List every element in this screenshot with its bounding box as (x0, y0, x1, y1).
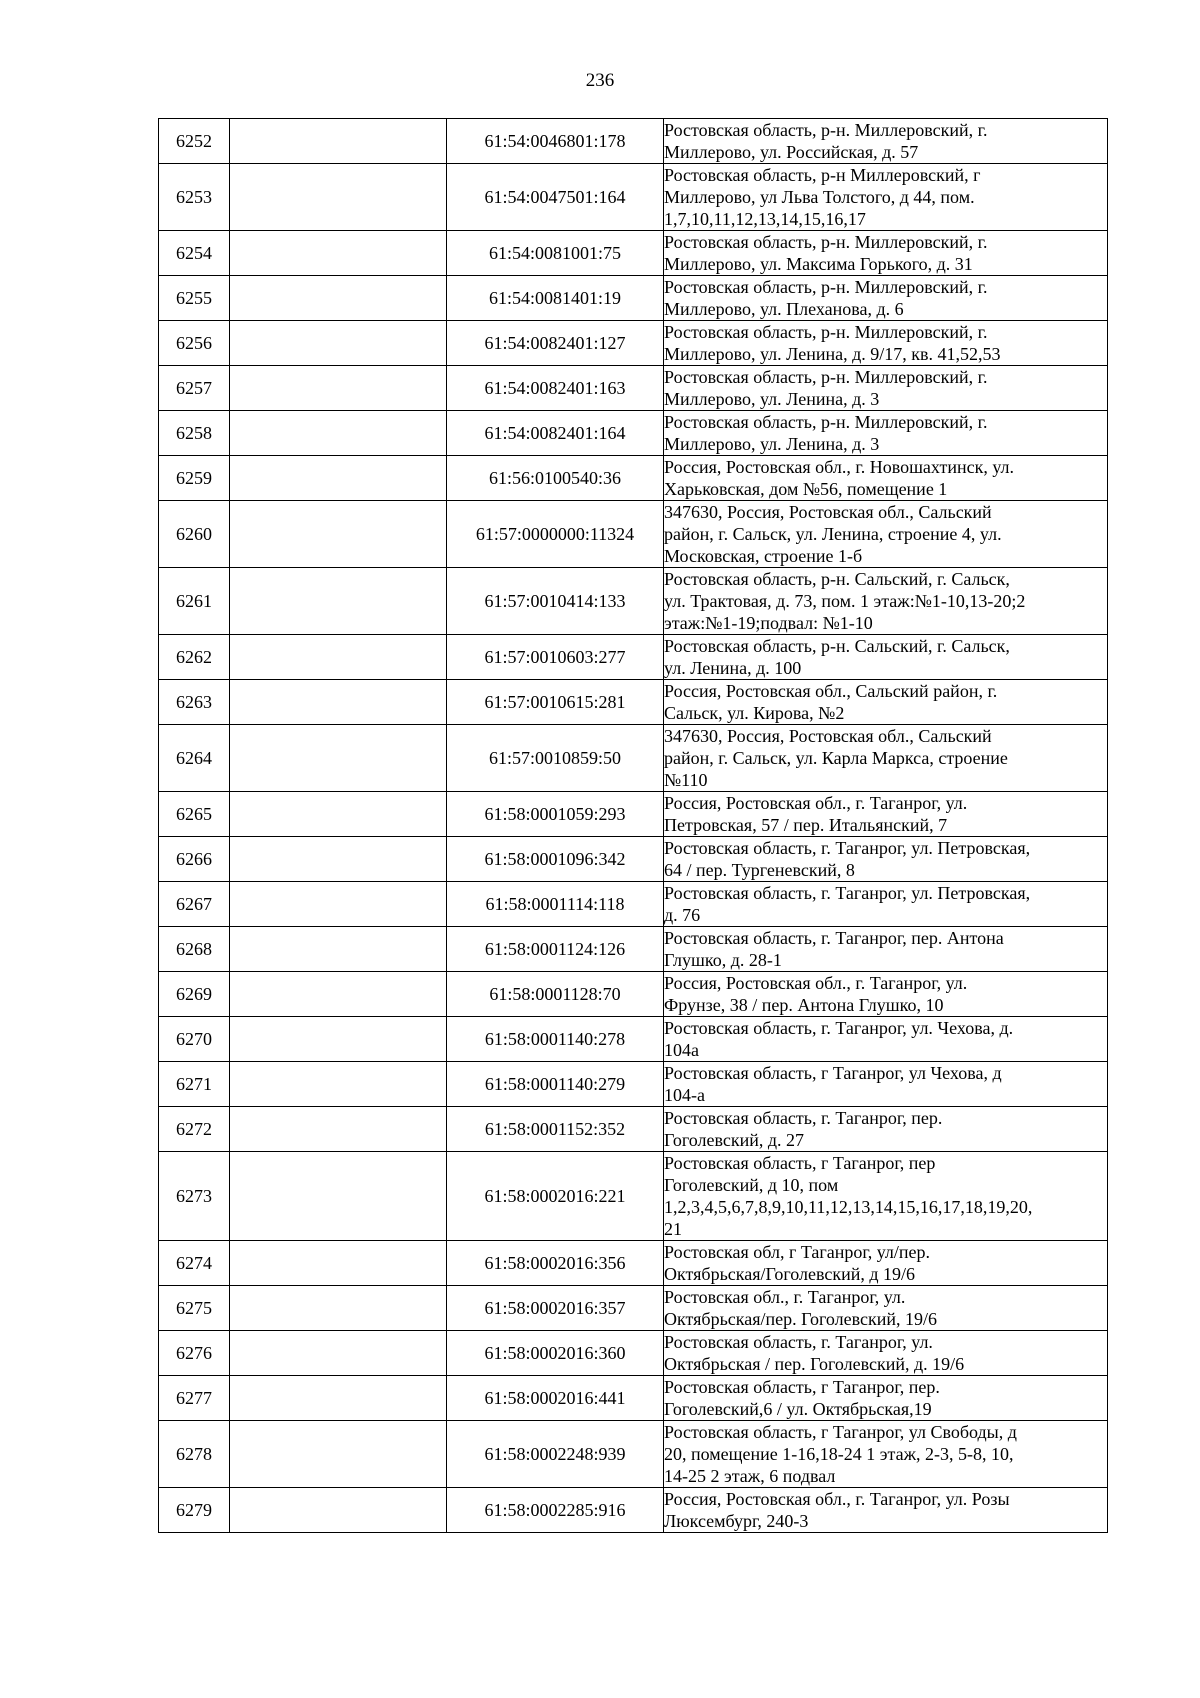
cadastral-number: 61:58:0001140:278 (447, 1017, 664, 1062)
address-line: Ростовская область, р-н. Миллеровский, г. (664, 322, 988, 342)
table-row (159, 1062, 1108, 1107)
cadastral-number: 61:58:0002016:221 (447, 1152, 664, 1241)
empty-cell (230, 1017, 447, 1062)
address-cell (664, 501, 1108, 568)
cadastral-number: 61:57:0010414:133 (447, 568, 664, 635)
cadastral-number: 61:54:0047501:164 (447, 164, 664, 231)
table-row (159, 1152, 1108, 1241)
row-number: 6261 (159, 568, 230, 635)
address-line: 21 (664, 1219, 682, 1239)
row-number: 6254 (159, 231, 230, 276)
empty-cell (230, 1286, 447, 1331)
cadastral-number: 61:58:0001059:293 (447, 792, 664, 837)
property-table (158, 118, 1108, 1533)
address-line: 347630, Россия, Ростовская обл., Сальский (664, 726, 992, 746)
row-number: 6270 (159, 1017, 230, 1062)
address-line: Глушко, д. 28-1 (664, 950, 782, 970)
address-line: Ростовская область, р-н. Сальский, г. Сальск, (664, 636, 1010, 656)
address-line: этаж:№1-19;подвал: №1-10 (664, 613, 873, 633)
empty-cell (230, 680, 447, 725)
address-line: район, г. Сальск, ул. Ленина, строение 4, ул. (664, 524, 1002, 544)
address-line: 347630, Россия, Ростовская обл., Сальский (664, 502, 992, 522)
empty-cell (230, 1331, 447, 1376)
table-row (159, 276, 1108, 321)
address-line: Россия, Ростовская обл., г. Таганрог, ул. Розы (664, 1489, 1010, 1509)
address-cell (664, 456, 1108, 501)
empty-cell (230, 1152, 447, 1241)
cadastral-number: 61:54:0081401:19 (447, 276, 664, 321)
cadastral-number: 61:57:0010615:281 (447, 680, 664, 725)
address-cell (664, 725, 1108, 792)
address-line: Миллерово, ул. Ленина, д. 9/17, кв. 41,52,53 (664, 344, 1001, 364)
empty-cell (230, 792, 447, 837)
address-line: 1,7,10,11,12,13,14,15,16,17 (664, 209, 866, 229)
address-line: Миллерово, ул. Российская, д. 57 (664, 142, 919, 162)
address-cell (664, 837, 1108, 882)
table-row (159, 411, 1108, 456)
address-line: Гоголевский, д. 27 (664, 1130, 805, 1150)
empty-cell (230, 456, 447, 501)
empty-cell (230, 164, 447, 231)
empty-cell (230, 972, 447, 1017)
address-line: 104а (664, 1040, 699, 1060)
address-line: 104-а (664, 1085, 705, 1105)
address-line: Ростовская область, р-н. Миллеровский, г. (664, 277, 988, 297)
cadastral-number: 61:56:0100540:36 (447, 456, 664, 501)
row-number: 6274 (159, 1241, 230, 1286)
row-number: 6266 (159, 837, 230, 882)
empty-cell (230, 1062, 447, 1107)
empty-cell (230, 1488, 447, 1533)
address-line: Ростовская область, р-н. Сальский, г. Сальск, (664, 569, 1010, 589)
table-row (159, 501, 1108, 568)
address-line: ул. Трактовая, д. 73, пом. 1 этаж:№1-10,13-20;2 (664, 591, 1026, 611)
address-line: Ростовская область, р-н Миллеровский, г (664, 165, 981, 185)
empty-cell (230, 501, 447, 568)
empty-cell (230, 231, 447, 276)
cadastral-number: 61:58:0001096:342 (447, 837, 664, 882)
row-number: 6272 (159, 1107, 230, 1152)
row-number: 6264 (159, 725, 230, 792)
address-cell (664, 1488, 1108, 1533)
address-line: Харьковская, дом №56, помещение 1 (664, 479, 948, 499)
empty-cell (230, 1376, 447, 1421)
address-cell (664, 276, 1108, 321)
address-cell (664, 411, 1108, 456)
address-line: 20, помещение 1-16,18-24 1 этаж, 2-3, 5-8, 10, (664, 1444, 1014, 1464)
address-line: Россия, Ростовская обл., г. Новошахтинск, ул. (664, 457, 1015, 477)
table-row (159, 1107, 1108, 1152)
address-cell (664, 1107, 1108, 1152)
empty-cell (230, 1241, 447, 1286)
address-line: Ростовская область, г Таганрог, пер (664, 1153, 936, 1173)
address-line: район, г. Сальск, ул. Карла Маркса, строение (664, 748, 1008, 768)
address-cell (664, 792, 1108, 837)
table-row (159, 725, 1108, 792)
row-number: 6253 (159, 164, 230, 231)
table-body (159, 119, 1108, 1533)
address-cell (664, 366, 1108, 411)
address-line: Ростовская область, р-н. Миллеровский, г. (664, 412, 988, 432)
address-line: Ростовская область, г. Таганрог, ул. Петровская, (664, 883, 1031, 903)
empty-cell (230, 568, 447, 635)
empty-cell (230, 411, 447, 456)
cadastral-number: 61:54:0082401:127 (447, 321, 664, 366)
row-number: 6265 (159, 792, 230, 837)
address-cell (664, 972, 1108, 1017)
address-line: Миллерово, ул. Максима Горького, д. 31 (664, 254, 973, 274)
address-line: 1,2,3,4,5,6,7,8,9,10,11,12,13,14,15,16,17,18,19,20, (664, 1197, 1033, 1217)
cadastral-number: 61:58:0001140:279 (447, 1062, 664, 1107)
cadastral-number: 61:58:0002285:916 (447, 1488, 664, 1533)
row-number: 6277 (159, 1376, 230, 1421)
table-row (159, 1421, 1108, 1488)
empty-cell (230, 927, 447, 972)
address-line: Октябрьская / пер. Гоголевский, д. 19/6 (664, 1354, 965, 1374)
address-cell (664, 882, 1108, 927)
address-line: 14-25 2 этаж, 6 подвал (664, 1466, 836, 1486)
address-line: Ростовская область, р-н. Миллеровский, г. (664, 232, 988, 252)
address-line: Московская, строение 1-б (664, 546, 863, 566)
address-line: Ростовская область, г. Таганрог, ул. Чехова, д. (664, 1018, 1014, 1038)
empty-cell (230, 635, 447, 680)
empty-cell (230, 1107, 447, 1152)
row-number: 6271 (159, 1062, 230, 1107)
address-line: Ростовская область, г Таганрог, пер. (664, 1377, 940, 1397)
cadastral-number: 61:58:0001152:352 (447, 1107, 664, 1152)
empty-cell (230, 276, 447, 321)
table-row (159, 119, 1108, 164)
address-cell (664, 321, 1108, 366)
table-row (159, 1241, 1108, 1286)
address-line: Петровская, 57 / пер. Итальянский, 7 (664, 815, 948, 835)
address-line: Ростовская область, г Таганрог, ул Чехова, д (664, 1063, 1002, 1083)
address-line: Миллерово, ул. Плеханова, д. 6 (664, 299, 904, 319)
address-line: Ростовская область, р-н. Миллеровский, г. (664, 120, 988, 140)
address-cell (664, 680, 1108, 725)
table-row (159, 1286, 1108, 1331)
table-row (159, 366, 1108, 411)
address-cell (664, 1331, 1108, 1376)
address-line: Россия, Ростовская обл., Сальский район, г. (664, 681, 998, 701)
address-line: №110 (664, 770, 708, 790)
address-line: 64 / пер. Тургеневский, 8 (664, 860, 855, 880)
address-line: Октябрьская/Гоголевский, д 19/6 (664, 1264, 916, 1284)
address-cell (664, 1376, 1108, 1421)
row-number: 6259 (159, 456, 230, 501)
row-number: 6256 (159, 321, 230, 366)
table-row (159, 231, 1108, 276)
row-number: 6276 (159, 1331, 230, 1376)
table-row (159, 792, 1108, 837)
address-cell (664, 927, 1108, 972)
row-number: 6275 (159, 1286, 230, 1331)
address-line: Ростовская область, г. Таганрог, ул. Петровская, (664, 838, 1031, 858)
address-line: Ростовская область, р-н. Миллеровский, г. (664, 367, 988, 387)
address-cell (664, 1241, 1108, 1286)
empty-cell (230, 882, 447, 927)
cadastral-number: 61:57:0010859:50 (447, 725, 664, 792)
address-line: Россия, Ростовская обл., г. Таганрог, ул. (664, 793, 968, 813)
empty-cell (230, 725, 447, 792)
address-line: Миллерово, ул. Ленина, д. 3 (664, 434, 880, 454)
row-number: 6278 (159, 1421, 230, 1488)
table-row (159, 1376, 1108, 1421)
address-line: Люксембург, 240-3 (664, 1511, 809, 1531)
row-number: 6252 (159, 119, 230, 164)
table-row (159, 568, 1108, 635)
table-row (159, 1331, 1108, 1376)
row-number: 6263 (159, 680, 230, 725)
cadastral-number: 61:58:0002016:360 (447, 1331, 664, 1376)
cadastral-number: 61:58:0002248:939 (447, 1421, 664, 1488)
address-line: Миллерово, ул. Ленина, д. 3 (664, 389, 880, 409)
empty-cell (230, 119, 447, 164)
row-number: 6273 (159, 1152, 230, 1241)
address-line: Фрунзе, 38 / пер. Антона Глушко, 10 (664, 995, 944, 1015)
empty-cell (230, 366, 447, 411)
cadastral-number: 61:54:0046801:178 (447, 119, 664, 164)
address-cell (664, 568, 1108, 635)
address-line: Сальск, ул. Кирова, №2 (664, 703, 845, 723)
table-row (159, 321, 1108, 366)
row-number: 6260 (159, 501, 230, 568)
cadastral-number: 61:58:0002016:356 (447, 1241, 664, 1286)
address-line: д. 76 (664, 905, 701, 925)
address-cell (664, 635, 1108, 680)
address-line: Ростовская область, г. Таганрог, ул. (664, 1332, 933, 1352)
table-row (159, 882, 1108, 927)
address-cell (664, 119, 1108, 164)
row-number: 6268 (159, 927, 230, 972)
row-number: 6267 (159, 882, 230, 927)
address-cell (664, 231, 1108, 276)
address-line: Ростовская обл, г Таганрог, ул/пер. (664, 1242, 931, 1262)
cadastral-number: 61:58:0002016:441 (447, 1376, 664, 1421)
table-row (159, 927, 1108, 972)
row-number: 6279 (159, 1488, 230, 1533)
cadastral-number: 61:58:0001128:70 (447, 972, 664, 1017)
table-row (159, 680, 1108, 725)
address-cell (664, 164, 1108, 231)
table-row (159, 837, 1108, 882)
table-row (159, 635, 1108, 680)
address-line: ул. Ленина, д. 100 (664, 658, 802, 678)
address-line: Ростовская область, г Таганрог, ул Свободы, д (664, 1422, 1017, 1442)
address-cell (664, 1017, 1108, 1062)
address-cell (664, 1421, 1108, 1488)
address-line: Гоголевский, д 10, пом (664, 1175, 839, 1195)
row-number: 6262 (159, 635, 230, 680)
cadastral-number: 61:58:0001114:118 (447, 882, 664, 927)
row-number: 6269 (159, 972, 230, 1017)
empty-cell (230, 1421, 447, 1488)
address-line: Россия, Ростовская обл., г. Таганрог, ул. (664, 973, 968, 993)
address-line: Октябрьская/пер. Гоголевский, 19/6 (664, 1309, 938, 1329)
table-row (159, 1017, 1108, 1062)
address-line: Ростовская область, г. Таганрог, пер. Антона (664, 928, 1004, 948)
table-row (159, 164, 1108, 231)
table-row (159, 456, 1108, 501)
cadastral-number: 61:54:0082401:163 (447, 366, 664, 411)
table-row (159, 1488, 1108, 1533)
cadastral-number: 61:54:0081001:75 (447, 231, 664, 276)
address-line: Гоголевский,6 / ул. Октябрьская,19 (664, 1399, 932, 1419)
table-row (159, 972, 1108, 1017)
cadastral-number: 61:58:0001124:126 (447, 927, 664, 972)
row-number: 6258 (159, 411, 230, 456)
address-cell (664, 1062, 1108, 1107)
address-cell (664, 1152, 1108, 1241)
address-line: Миллерово, ул Льва Толстого, д 44, пом. (664, 187, 975, 207)
empty-cell (230, 837, 447, 882)
cadastral-number: 61:57:0000000:11324 (447, 501, 664, 568)
cadastral-number: 61:57:0010603:277 (447, 635, 664, 680)
address-cell (664, 1286, 1108, 1331)
address-line: Ростовская обл., г. Таганрог, ул. (664, 1287, 906, 1307)
address-line: Ростовская область, г. Таганрог, пер. (664, 1108, 943, 1128)
cadastral-number: 61:54:0082401:164 (447, 411, 664, 456)
cadastral-number: 61:58:0002016:357 (447, 1286, 664, 1331)
page-number: 236 (585, 70, 615, 91)
empty-cell (230, 321, 447, 366)
row-number: 6257 (159, 366, 230, 411)
row-number: 6255 (159, 276, 230, 321)
